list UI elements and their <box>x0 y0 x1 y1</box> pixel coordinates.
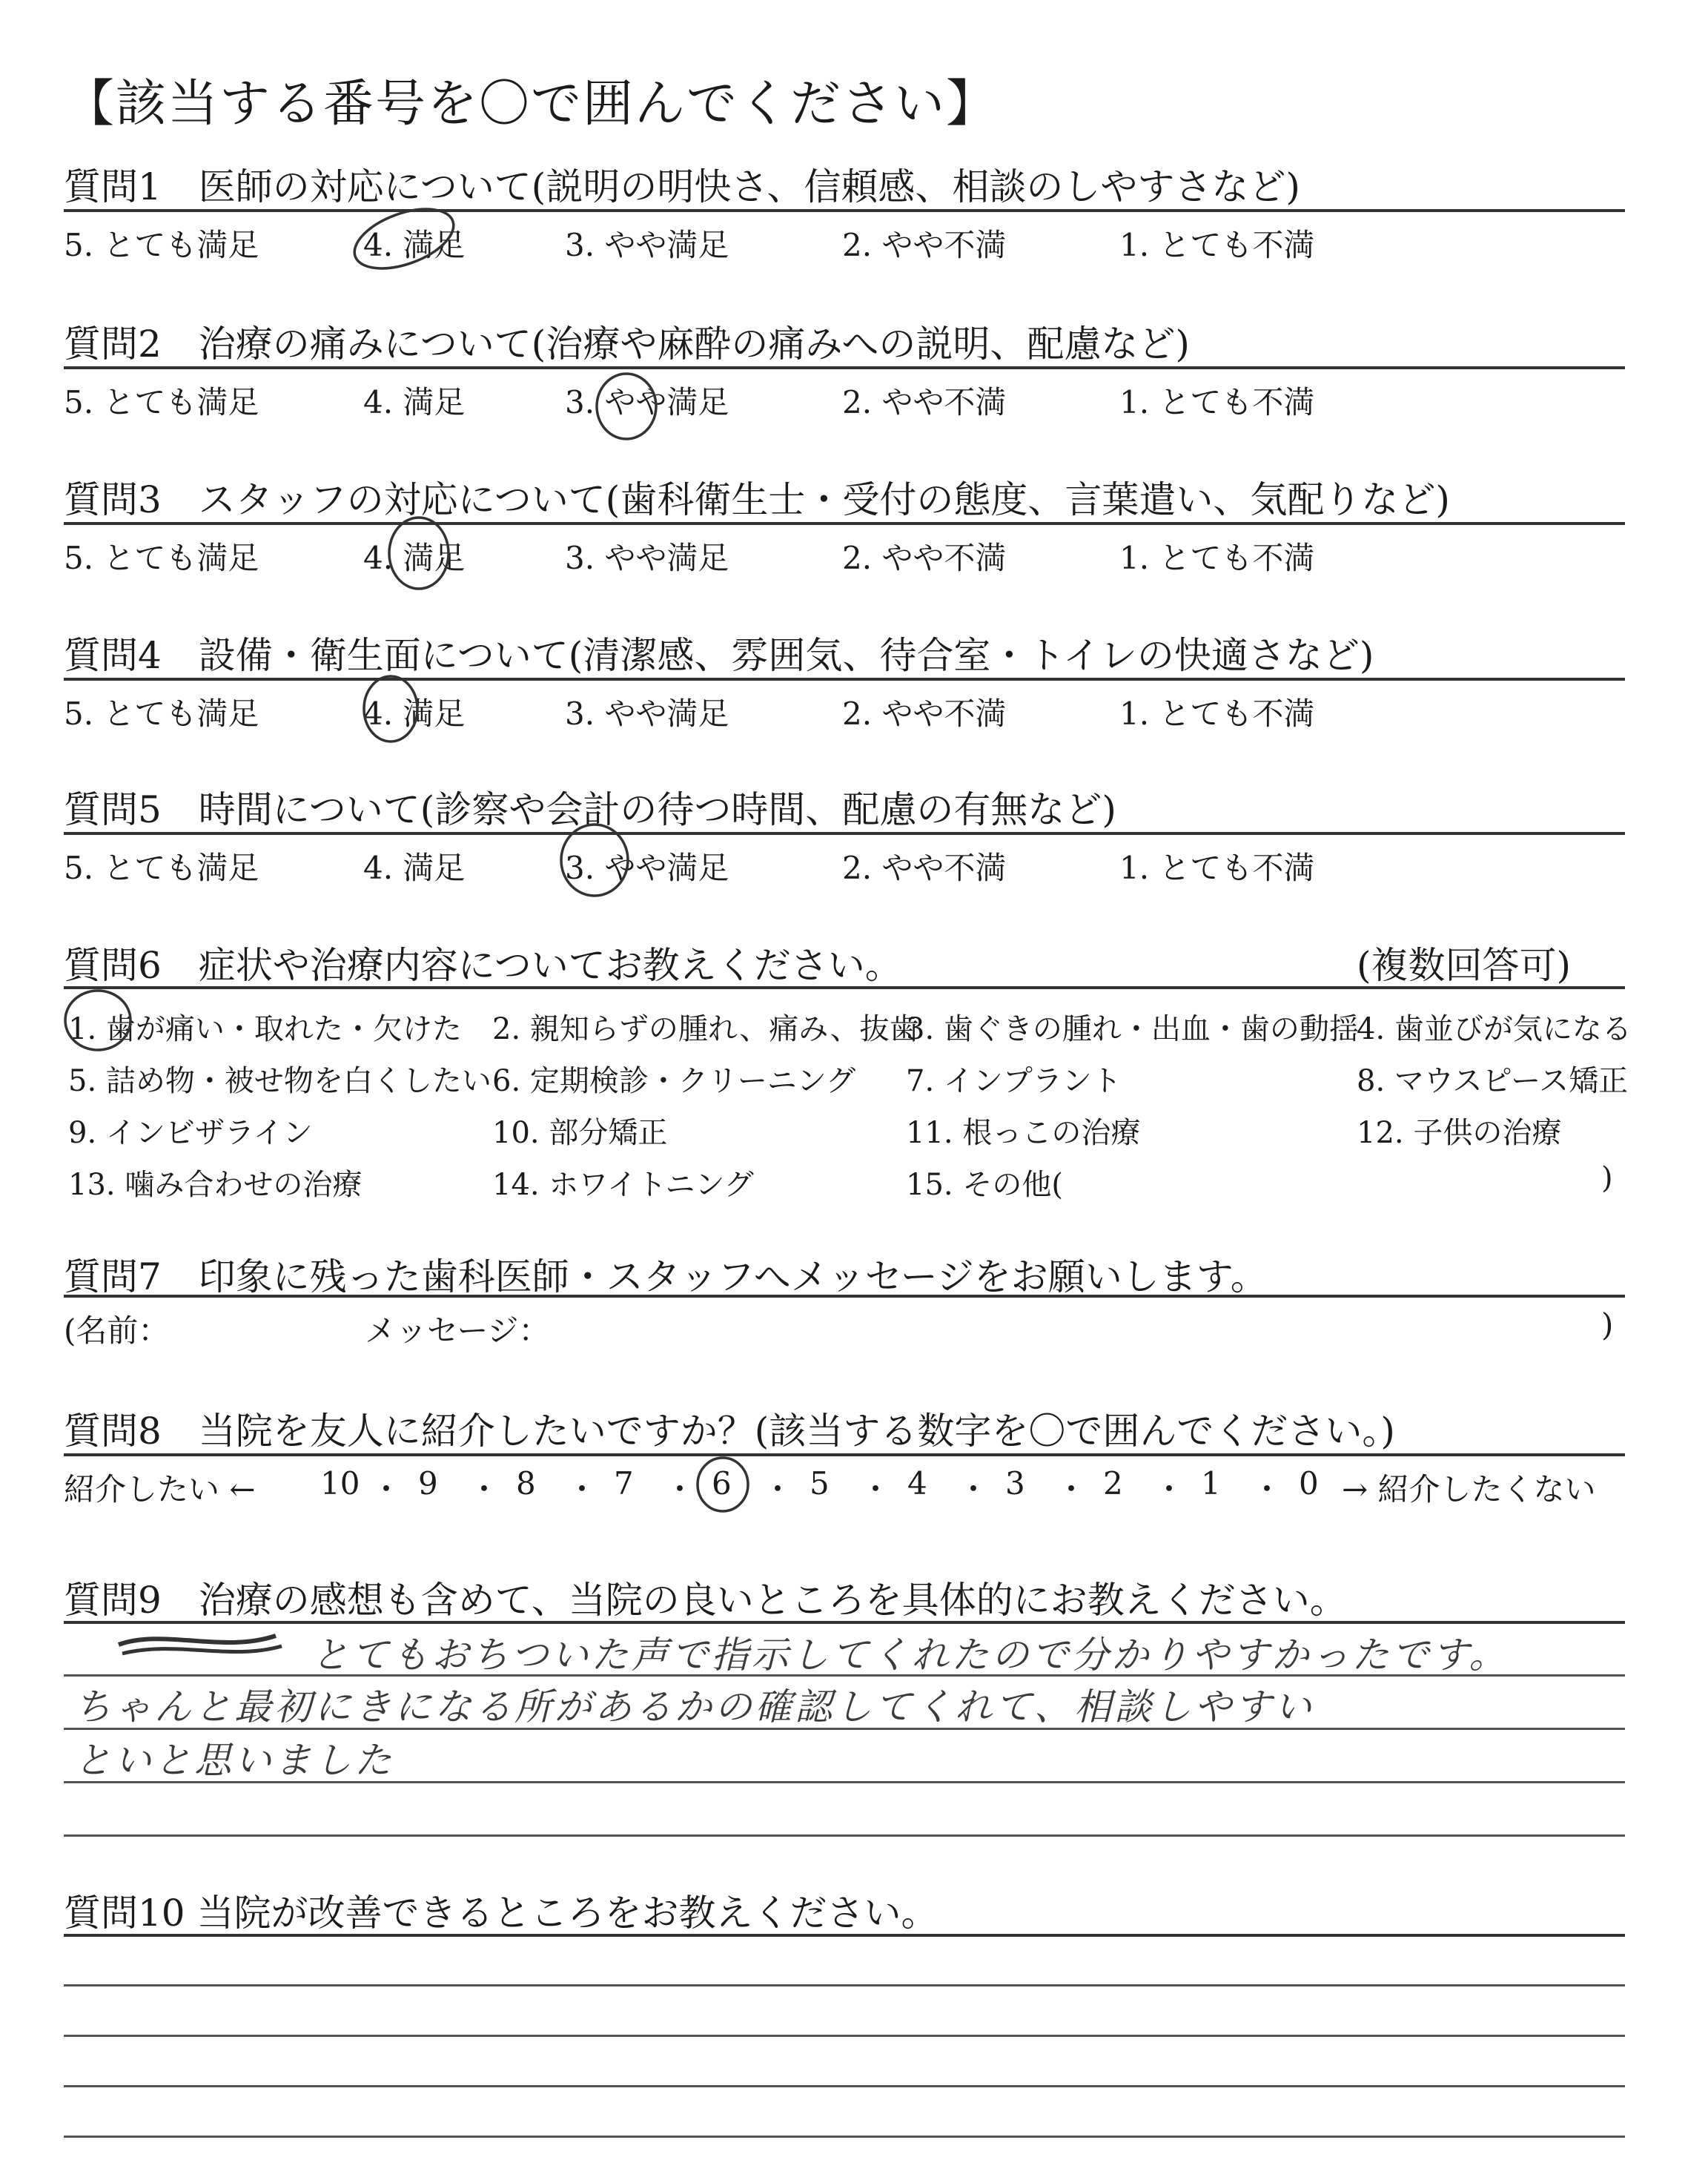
divider <box>64 1295 1625 1298</box>
question-6-note: (複数回答可) <box>1357 944 1572 987</box>
q9-handwritten-line-2: ちゃんと最初にきになる所があるかの確認してくれて、相談しやすい <box>74 1685 1314 1728</box>
q1-option-2[interactable]: 2. やや不満 <box>842 227 1007 263</box>
q3-option-3[interactable]: 3. やや満足 <box>565 540 729 576</box>
q5-option-5[interactable]: 5. とても満足 <box>64 850 259 886</box>
q8-separator-dot: ・ <box>860 1471 892 1507</box>
q6-option[interactable]: 6. 定期検診・クリーニング <box>492 1064 856 1098</box>
q5-option-1[interactable]: 1. とても不満 <box>1119 850 1315 886</box>
divider <box>64 1934 1625 1937</box>
q9-handwritten-line-3: といと思いました <box>74 1739 394 1782</box>
divider <box>64 1453 1625 1456</box>
q8-number-9[interactable]: 9 <box>418 1465 438 1502</box>
q3-option-5[interactable]: 5. とても満足 <box>64 540 259 576</box>
q8-number-5[interactable]: 5 <box>810 1465 830 1502</box>
question-6-label: 質問6 症状や治療内容についてお教えください。 <box>64 944 902 987</box>
answer-line <box>64 2035 1625 2037</box>
q6-option[interactable]: 11. 根っこの治療 <box>906 1116 1141 1150</box>
q6-option[interactable]: 4. 歯並びが気になる <box>1357 1012 1632 1046</box>
q8-separator-dot: ・ <box>566 1471 598 1507</box>
q6-option[interactable]: 12. 子供の治療 <box>1357 1116 1562 1150</box>
q5-option-2[interactable]: 2. やや不満 <box>842 850 1007 886</box>
q4-option-5[interactable]: 5. とても満足 <box>64 696 259 732</box>
answer-line <box>64 1984 1625 1986</box>
question-9-label: 質問9 治療の感想も含めて、当院の良いところを具体的にお教えください。 <box>64 1579 1347 1622</box>
q6-option[interactable]: 10. 部分矯正 <box>492 1116 668 1150</box>
q1-option-5[interactable]: 5. とても満足 <box>64 227 259 263</box>
q8-separator-dot: ・ <box>762 1471 794 1507</box>
q8-number-8[interactable]: 8 <box>516 1465 536 1502</box>
q8-number-1[interactable]: 1 <box>1201 1465 1221 1502</box>
divider <box>64 986 1625 989</box>
q2-option-4[interactable]: 4. 満足 <box>363 384 466 420</box>
q8-separator-dot: ・ <box>1056 1471 1088 1507</box>
q1-option-1[interactable]: 1. とても不満 <box>1119 227 1315 263</box>
question-1-label: 質問1 医師の対応について(説明の明快さ、信頼感、相談のしやすさなど) <box>64 165 1300 208</box>
q6-option[interactable]: 14. ホワイトニング <box>492 1168 754 1202</box>
q3-option-4[interactable]: 4. 満足 <box>363 540 466 576</box>
q4-option-4[interactable]: 4. 満足 <box>363 696 466 732</box>
divider <box>64 209 1625 212</box>
q8-number-10[interactable]: 10 <box>320 1465 360 1502</box>
question-8-label: 質問8 当院を友人に紹介したいですか？(該当する数字を〇で囲んでください。) <box>64 1410 1395 1453</box>
q6-option[interactable]: 9. インビザライン <box>68 1116 313 1150</box>
q1-option-4[interactable]: 4. 満足 <box>363 227 466 263</box>
q9-strikethrough-mark <box>122 1646 282 1654</box>
q6-option[interactable]: 2. 親知らずの腫れ、痛み、抜歯 <box>492 1012 919 1046</box>
q6-option[interactable]: 13. 噛み合わせの治療 <box>68 1168 363 1202</box>
answer-line <box>64 2085 1625 2087</box>
q8-number-0[interactable]: 0 <box>1299 1465 1319 1502</box>
q6-option[interactable]: 1. 歯が痛い・取れた・欠けた <box>68 1012 462 1046</box>
q4-option-3[interactable]: 3. やや満足 <box>565 696 729 732</box>
q4-option-1[interactable]: 1. とても不満 <box>1119 696 1315 732</box>
q1-option-3[interactable]: 3. やや満足 <box>565 227 729 263</box>
q8-number-3[interactable]: 3 <box>1005 1465 1025 1502</box>
q9-handwritten-line-1: とてもおちついた声で指示してくれたので分かりやすかったです。 <box>311 1634 1509 1677</box>
answer-line <box>64 1834 1625 1837</box>
q8-separator-dot: ・ <box>958 1471 990 1507</box>
q8-number-2[interactable]: 2 <box>1103 1465 1123 1502</box>
q8-number-7[interactable]: 7 <box>614 1465 634 1502</box>
q8-separator-dot: ・ <box>469 1471 500 1507</box>
answer-line <box>64 2136 1625 2138</box>
q3-option-1[interactable]: 1. とても不満 <box>1119 540 1315 576</box>
q8-number-4[interactable]: 4 <box>907 1465 927 1502</box>
q8-separator-dot: ・ <box>664 1471 696 1507</box>
page-title: 【該当する番号を〇で囲んでください】 <box>64 75 999 133</box>
q8-separator-dot: ・ <box>371 1471 403 1507</box>
divider <box>64 678 1625 681</box>
q8-number-6[interactable]: 6 <box>712 1465 732 1502</box>
q6-option[interactable]: 3. 歯ぐきの腫れ・出血・歯の動揺 <box>906 1012 1359 1046</box>
q6-option[interactable]: 5. 詰め物・被せ物を白くしたい <box>68 1064 491 1098</box>
q2-option-2[interactable]: 2. やや不満 <box>842 384 1007 420</box>
question-2-label: 質問2 治療の痛みについて(治療や麻酔の痛みへの説明、配慮など) <box>64 323 1190 366</box>
q2-option-5[interactable]: 5. とても満足 <box>64 384 259 420</box>
question-4-label: 質問4 設備・衛生面について(清潔感、雰囲気、待合室・トイレの快適さなど) <box>64 634 1374 677</box>
q9-strikethrough-mark <box>119 1636 276 1645</box>
q2-option-3[interactable]: 3. やや満足 <box>565 384 729 420</box>
question-5-label: 質問5 時間について(診察や会計の待つ時間、配慮の有無など) <box>64 788 1116 831</box>
q6-option[interactable]: 7. インプラント <box>906 1064 1122 1098</box>
divider <box>64 522 1625 525</box>
q8-left-label: 紹介したい ← <box>64 1471 256 1507</box>
q8-separator-dot: ・ <box>1251 1471 1283 1507</box>
q3-option-2[interactable]: 2. やや不満 <box>842 540 1007 576</box>
question-10-label: 質問10 当院が改善できるところをお教えください。 <box>64 1892 939 1935</box>
q5-option-3[interactable]: 3. やや満足 <box>565 850 729 886</box>
q4-option-2[interactable]: 2. やや不満 <box>842 696 1007 732</box>
divider <box>64 832 1625 835</box>
question-3-label: 質問3 スタッフの対応について(歯科衛生士・受付の態度、言葉遣い、気配りなど) <box>64 478 1450 521</box>
divider <box>64 1621 1625 1624</box>
q8-right-label: → 紹介したくない <box>1342 1471 1596 1507</box>
q5-option-4[interactable]: 4. 満足 <box>363 850 466 886</box>
q7-name-label: (名前： <box>64 1312 170 1349</box>
q6-other-close: ) <box>1601 1161 1613 1195</box>
q6-option[interactable]: 8. マウスピース矯正 <box>1357 1064 1629 1098</box>
q8-separator-dot: ・ <box>1153 1471 1185 1507</box>
q7-close: ) <box>1601 1307 1614 1343</box>
divider <box>64 366 1625 369</box>
q2-option-1[interactable]: 1. とても不満 <box>1119 384 1315 420</box>
question-7-label: 質問7 印象に残った歯科医師・スタッフへメッセージをお願いします。 <box>64 1255 1268 1298</box>
q7-message-label: メッセージ： <box>365 1312 550 1349</box>
q6-option-other[interactable]: 15. その他( <box>906 1168 1063 1202</box>
